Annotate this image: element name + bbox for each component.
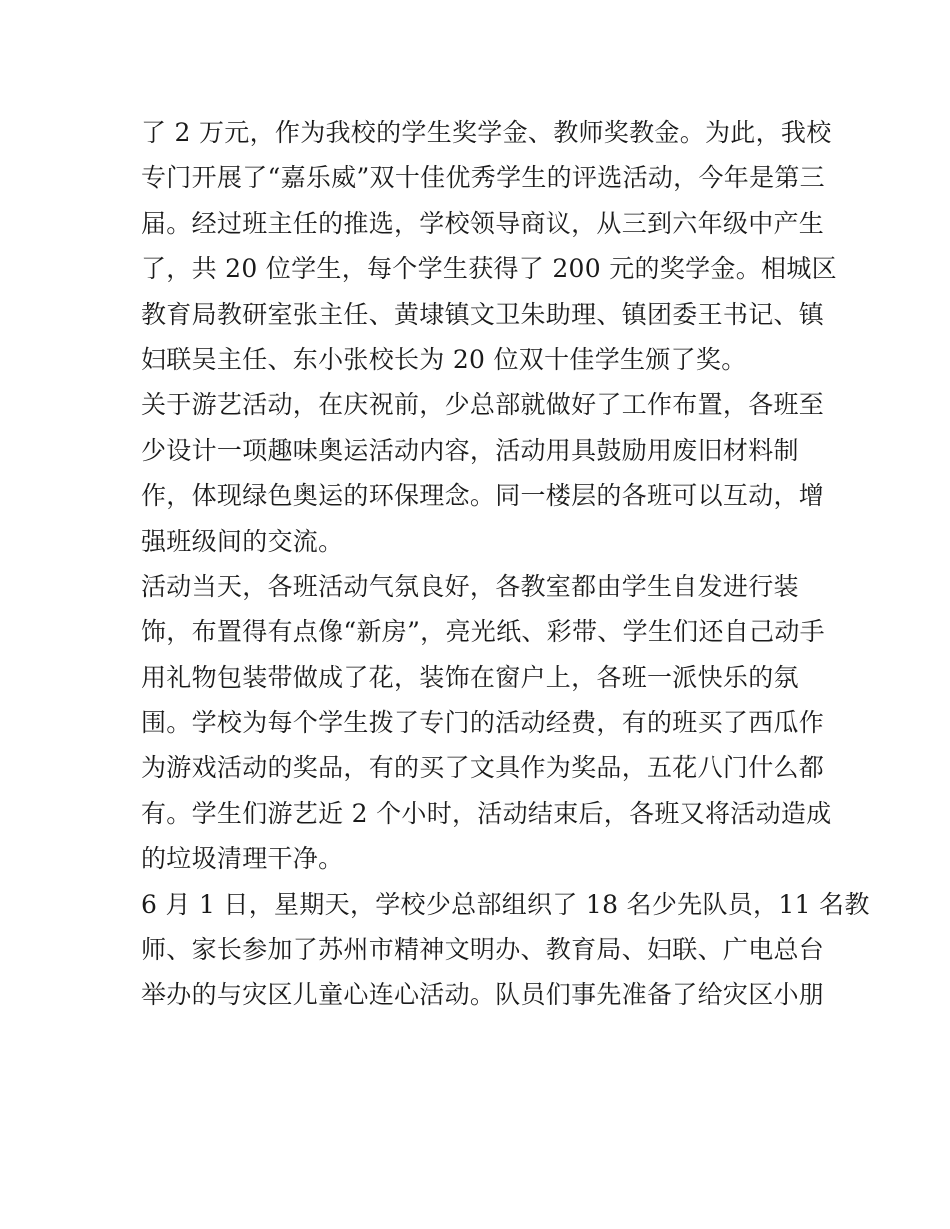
text-line: 为游戏活动的奖品，有的买了文具作为奖品，五花八门什么都 — [141, 753, 825, 783]
text-line: 举办的与灾区儿童心连心活动。队员们事先准备了给灾区小朋 — [141, 980, 825, 1010]
text-line: 了 2 万元，作为我校的学生奖学金、教师奖教金。为此，我校 — [141, 118, 832, 147]
text-line: 妇联吴主任、东小张校长为 20 位双十佳学生颁了奖。 — [141, 344, 747, 374]
text-line: 师、家长参加了苏州市精神文明办、教育局、妇联、广电总台 — [141, 935, 825, 965]
text-line: 用礼物包装带做成了花，装饰在窗户上，各班一派快乐的氛 — [141, 662, 799, 692]
text-line: 围。学校为每个学生拨了专门的活动经费，有的班买了西瓜作 — [141, 708, 825, 738]
text-line: 活动当天，各班活动气氛良好，各教室都由学生自发进行装 — [141, 571, 799, 601]
text-line: 教育局教研室张主任、黄埭镇文卫朱助理、镇团委王书记、镇 — [141, 299, 825, 329]
text-line: 有。学生们游艺近 2 个小时，活动结束后，各班又将活动造成 — [141, 798, 832, 828]
text-line: 饰，布置得有点像“新房”，亮光纸、彩带、学生们还自己动手 — [141, 617, 825, 647]
text-line: 了，共 20 位学生，每个学生获得了 200 元的奖学金。相城区 — [141, 254, 837, 284]
text-line: 专门开展了“嘉乐威”双十佳优秀学生的评选活动，今年是第三 — [141, 163, 825, 193]
text-line: 强班级间的交流。 — [141, 526, 344, 556]
text-line: 少设计一项趣味奥运活动内容，活动用具鼓励用废旧材料制 — [141, 435, 799, 465]
text-line: 届。经过班主任的推选，学校领导商议，从三到六年级中产生 — [141, 208, 825, 238]
text-line: 6 月 1 日，星期天，学校少总部组织了 18 名少先队员，11 名教 — [141, 889, 870, 919]
text-line: 作，体现绿色奥运的环保理念。同一楼层的各班可以互动，增 — [141, 481, 825, 511]
text-line: 的垃圾清理干净。 — [141, 844, 344, 874]
text-line: 关于游艺活动，在庆祝前，少总部就做好了工作布置，各班至 — [141, 390, 825, 420]
document-body — [141, 110, 870, 1018]
